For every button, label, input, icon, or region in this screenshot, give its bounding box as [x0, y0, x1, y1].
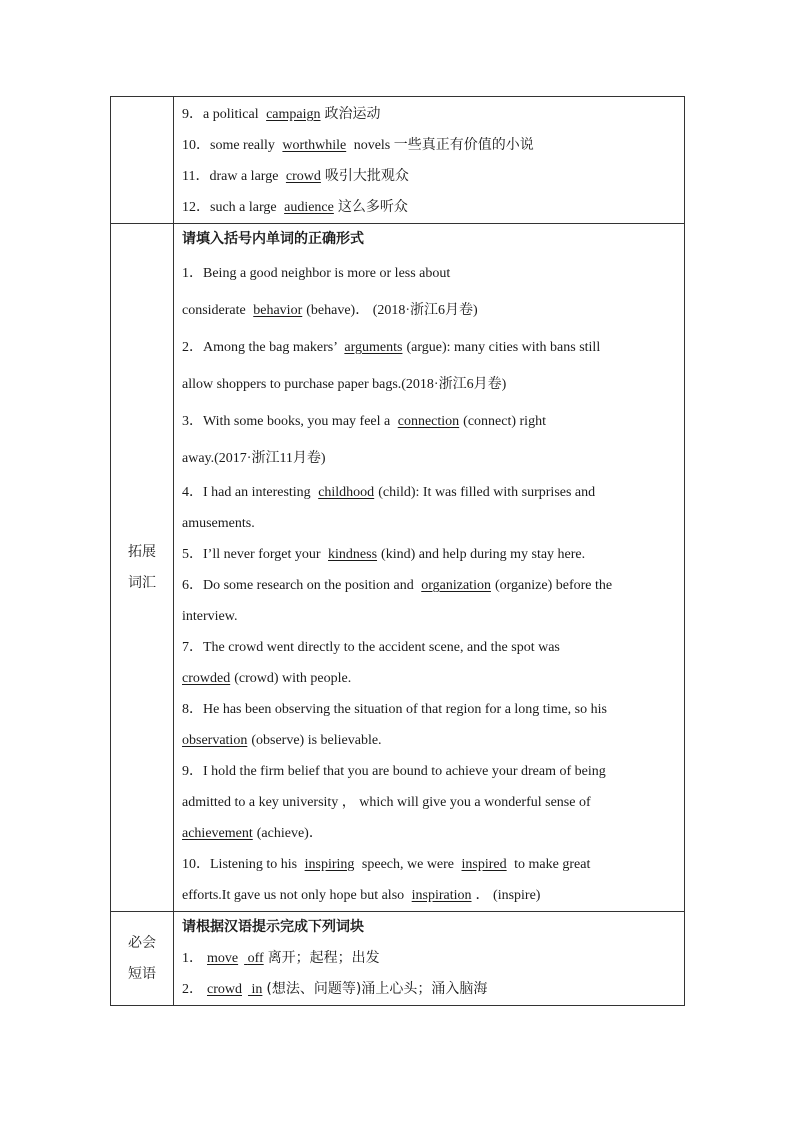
phrases-row-content: [174, 912, 685, 1006]
answer-blank: worthwhile: [282, 138, 347, 153]
expand-line: admitted to a key university ， which will give you a wonderful sense of: [182, 795, 591, 810]
answer-blank: kindness: [328, 547, 378, 562]
phrases-row-label: 必会 短语: [111, 912, 174, 1006]
expand-line: interview.: [182, 609, 238, 624]
vocab-row-content: [174, 97, 685, 224]
answer-blank: inspiration: [411, 888, 472, 903]
vocab-item-12: 12．such a large audience 这么多听众: [182, 199, 408, 215]
answer-blank: inspiring: [304, 857, 355, 872]
answer-blank: organization: [421, 578, 491, 593]
answer-blank: childhood: [318, 485, 375, 500]
expand-row-content: [174, 224, 685, 912]
expand-line: 10．Listening to his inspiring speech, we were inspired to make great: [182, 857, 591, 872]
answer-blank: achievement: [182, 826, 253, 841]
vocab-item-9: 9．a political campaign 政治运动: [182, 106, 381, 122]
expand-line: 8．He has been observing the situation of that region for a long time, so his: [182, 702, 607, 717]
expand-line: 9．I hold the firm belief that you are bound to achieve your dream of being: [182, 764, 606, 779]
expand-line: 5．I’ll never forget your kindness (kind) and help during my stay here.: [182, 547, 586, 562]
expand-line: 1．Being a good neighbor is more or less about: [182, 266, 451, 281]
vocab-row: [111, 97, 685, 224]
answer-blank: move off: [207, 951, 264, 966]
expand-row-label: 拓展 词汇: [111, 224, 174, 912]
answer-blank: behavior: [253, 303, 303, 318]
expand-line: amusements.: [182, 516, 255, 531]
answer-blank: connection: [397, 414, 460, 429]
expand-line: allow shoppers to purchase paper bags.(2018·浙江6月卷): [182, 377, 507, 392]
expand-line: 4．I had an interesting childhood (child): It was filled with surprises and: [182, 485, 596, 500]
phrase-item-2: 2． crowd in (想法、问题等)涌上心头；涌入脑海: [182, 981, 488, 997]
expand-line: observation (observe) is believable.: [182, 733, 382, 748]
answer-blank: arguments: [344, 340, 403, 355]
expand-line: 3．With some books, you may feel a connection (connect) right: [182, 414, 546, 429]
expand-line: efforts.It gave us not only hope but also inspiration ． (inspire): [182, 888, 541, 903]
answer-blank: crowded: [182, 671, 231, 686]
vocabulary-table: [110, 96, 685, 1006]
expand-line: considerate behavior (behave)． (2018·浙江6月卷): [182, 303, 478, 318]
answer-blank: audience: [284, 200, 334, 215]
expand-line: crowded (crowd) with people.: [182, 671, 352, 686]
expand-row: [111, 224, 685, 912]
answer-blank: crowd: [285, 169, 321, 184]
answer-blank: inspired: [461, 857, 507, 872]
expand-line: 7．The crowd went directly to the accident scene, and the spot was: [182, 640, 560, 655]
expand-line: achievement (achieve)．: [182, 826, 323, 841]
phrases-instruction: 请根据汉语提示完成下列词块: [182, 919, 364, 935]
phrases-row: [111, 912, 685, 1006]
expand-instruction: 请填入括号内单词的正确形式: [182, 231, 364, 247]
expand-line: 2．Among the bag makers’ arguments (argue): many cities with bans still: [182, 340, 601, 355]
answer-blank: crowd in: [207, 982, 263, 997]
answer-blank: observation: [182, 733, 248, 748]
vocab-row-label: [111, 97, 174, 224]
vocab-item-10: 10．some really worthwhile novels 一些真正有价值的小说: [182, 137, 534, 153]
expand-line: 6．Do some research on the position and organization (organize) before the: [182, 578, 613, 593]
expand-line: away.(2017·浙江11月卷): [182, 451, 326, 466]
phrase-item-1: 1． move off 离开；起程；出发: [182, 950, 380, 966]
vocab-item-11: 11．draw a large crowd 吸引大批观众: [182, 168, 409, 184]
answer-blank: campaign: [266, 107, 321, 122]
